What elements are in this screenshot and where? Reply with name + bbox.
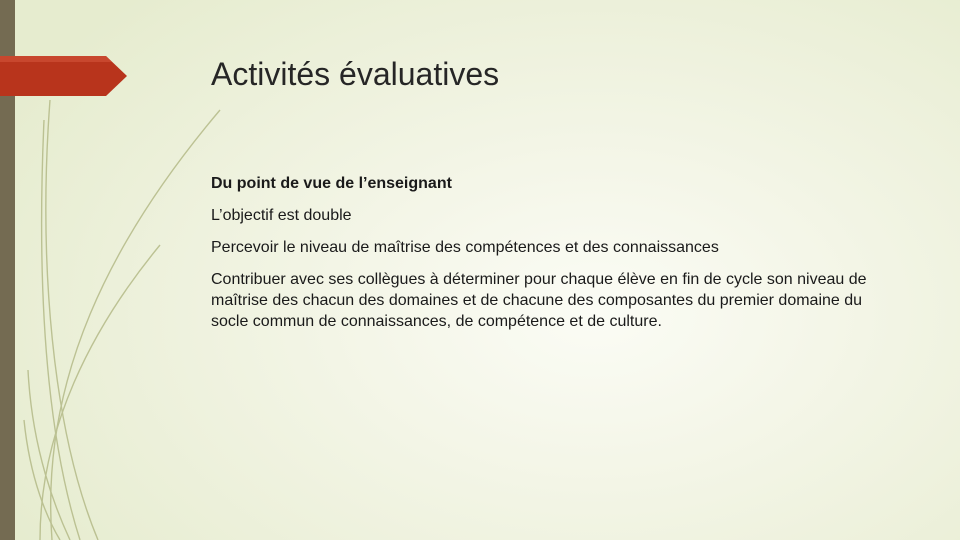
- body-heading: Du point de vue de l’enseignant: [211, 175, 452, 192]
- body-paragraph-percevoir: Percevoir le niveau de maîtrise des compétences et des connaissances: [211, 239, 719, 256]
- title-accent-arrow: [0, 56, 127, 96]
- body-paragraph-contribuer: Contribuer avec ses collègues à déterminer pour chaque élève en fin de cycle son niveau de maîtrise des chacun des domaines et de chacune des composantes du premier domaine du socle commun de connaissances, de compétence et de culture.: [211, 271, 867, 330]
- slide-body: [211, 173, 901, 343]
- slide-title: Activités évaluatives: [211, 56, 500, 92]
- body-paragraph-objective: L’objectif est double: [211, 207, 352, 224]
